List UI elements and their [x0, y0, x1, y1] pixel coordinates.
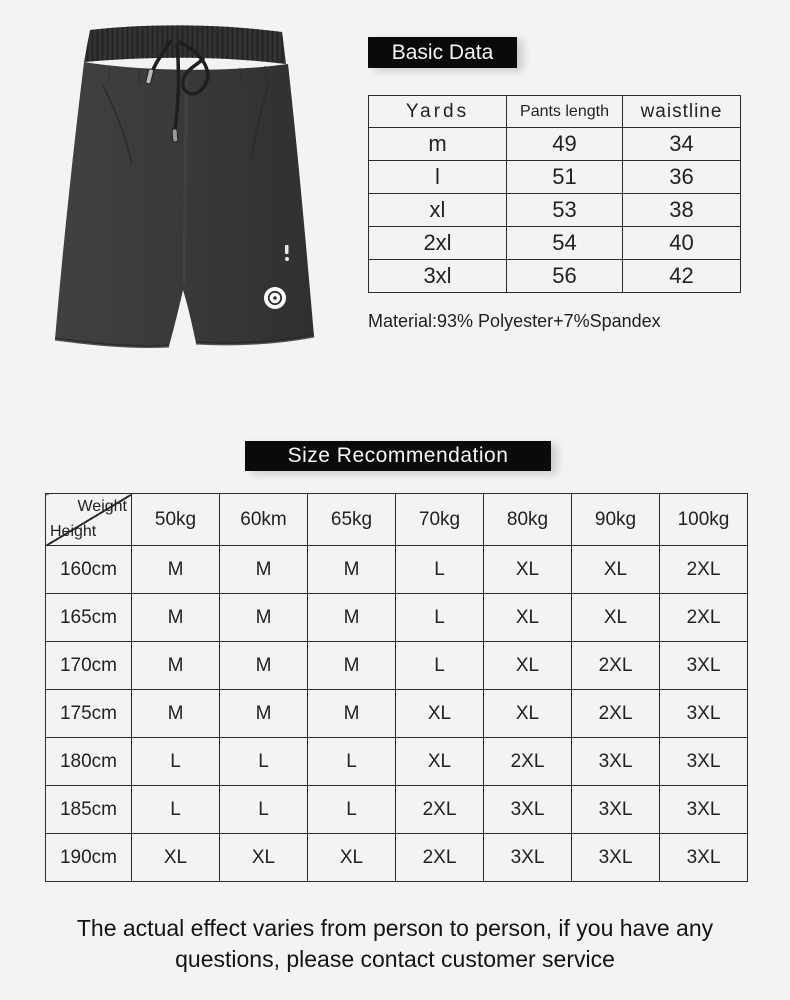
size-cell: M: [132, 594, 220, 642]
height-cell: 165cm: [46, 594, 132, 642]
size-recommendation-row: [46, 594, 748, 642]
size-cell: XL: [572, 546, 660, 594]
size-cell: XL: [572, 594, 660, 642]
size-cell: XL: [396, 690, 484, 738]
size-cell: M: [220, 546, 308, 594]
size-recommendation-row: [46, 834, 748, 882]
size-cell: L: [308, 738, 396, 786]
weight-header-cell: 90kg: [572, 494, 660, 546]
size-cell: 3XL: [484, 786, 572, 834]
size-recommendation-row: [46, 642, 748, 690]
basic-data-column-header: Yards: [369, 96, 507, 128]
size-cell: XL: [484, 546, 572, 594]
height-cell: 185cm: [46, 786, 132, 834]
size-cell: L: [396, 594, 484, 642]
waistline-cell: 34: [623, 128, 741, 161]
size-cell: M: [220, 690, 308, 738]
size-cell: 3XL: [572, 834, 660, 882]
size-recommendation-body: [46, 546, 748, 882]
size-cell: M: [220, 642, 308, 690]
basic-data-row: [369, 227, 741, 260]
yards-cell: 2xl: [369, 227, 507, 260]
size-cell: M: [308, 642, 396, 690]
size-cell: M: [132, 690, 220, 738]
size-cell: L: [308, 786, 396, 834]
basic-data-row: [369, 194, 741, 227]
height-cell: 190cm: [46, 834, 132, 882]
size-cell: 3XL: [660, 834, 748, 882]
size-recommendation-row: [46, 546, 748, 594]
basic-data-row: [369, 128, 741, 161]
basic-data-header-row: [369, 96, 741, 128]
size-cell: L: [132, 786, 220, 834]
basic-data-title: Basic Data: [368, 37, 517, 68]
size-cell: XL: [396, 738, 484, 786]
material-note: Material:93% Polyester+7%Spandex: [368, 311, 661, 331]
size-cell: 2XL: [484, 738, 572, 786]
basic-data-column-header: waistline: [623, 96, 741, 128]
waistline-cell: 38: [623, 194, 741, 227]
side-logo-mark: [285, 245, 289, 261]
brand-logo-icon: [264, 287, 286, 309]
yards-cell: xl: [369, 194, 507, 227]
size-cell: 2XL: [396, 786, 484, 834]
waistline-cell: 36: [623, 161, 741, 194]
basic-data-row: [369, 161, 741, 194]
basic-data-body: [369, 128, 741, 293]
size-cell: M: [132, 546, 220, 594]
size-cell: XL: [484, 690, 572, 738]
size-cell: 3XL: [572, 738, 660, 786]
footer-line-1: The actual effect varies from person to person, if you have any: [76, 915, 714, 941]
size-recommendation-row: [46, 690, 748, 738]
size-cell: M: [308, 690, 396, 738]
size-cell: 2XL: [572, 690, 660, 738]
yards-cell: 3xl: [369, 260, 507, 293]
size-cell: 2XL: [396, 834, 484, 882]
size-cell: M: [220, 594, 308, 642]
waistline-cell: 42: [623, 260, 741, 293]
height-cell: 180cm: [46, 738, 132, 786]
height-cell: 160cm: [46, 546, 132, 594]
size-cell: 3XL: [572, 786, 660, 834]
yards-cell: l: [369, 161, 507, 194]
size-cell: 3XL: [660, 786, 748, 834]
size-cell: 3XL: [660, 642, 748, 690]
corner-height-label: Height: [50, 523, 97, 540]
size-cell: L: [396, 546, 484, 594]
weight-header-cell: 100kg: [660, 494, 748, 546]
size-recommendation-row: [46, 738, 748, 786]
weight-header-cell: 50kg: [132, 494, 220, 546]
basic-data-column-header: Pants length: [507, 96, 623, 128]
size-cell: L: [220, 738, 308, 786]
size-cell: XL: [484, 594, 572, 642]
pants-length-cell: 53: [507, 194, 623, 227]
size-cell: XL: [220, 834, 308, 882]
size-recommendation-title: Size Recommendation: [245, 441, 551, 471]
waistline-cell: 40: [623, 227, 741, 260]
size-cell: 2XL: [660, 594, 748, 642]
product-photo-shorts: [50, 6, 320, 351]
pants-length-cell: 49: [507, 128, 623, 161]
pants-length-cell: 54: [507, 227, 623, 260]
size-header-row: [46, 494, 748, 546]
height-cell: 175cm: [46, 690, 132, 738]
size-cell: XL: [484, 642, 572, 690]
size-cell: 2XL: [660, 546, 748, 594]
footer-line-2: questions, please contact customer service: [175, 946, 615, 972]
size-cell: L: [396, 642, 484, 690]
weight-header-cell: 65kg: [308, 494, 396, 546]
size-cell: M: [132, 642, 220, 690]
size-cell: 3XL: [660, 738, 748, 786]
size-cell: M: [308, 594, 396, 642]
weight-header-cell: 70kg: [396, 494, 484, 546]
size-cell: 3XL: [660, 690, 748, 738]
basic-data-row: [369, 260, 741, 293]
size-recommendation-row: [46, 786, 748, 834]
weight-header-cell: 80kg: [484, 494, 572, 546]
size-cell: 3XL: [484, 834, 572, 882]
weight-header-cell: 60km: [220, 494, 308, 546]
footer-note: [0, 913, 790, 975]
size-cell: L: [132, 738, 220, 786]
pants-length-cell: 51: [507, 161, 623, 194]
size-cell: XL: [132, 834, 220, 882]
size-recommendation-table: [45, 493, 748, 882]
size-cell: XL: [308, 834, 396, 882]
pants-length-cell: 56: [507, 260, 623, 293]
size-cell: M: [308, 546, 396, 594]
height-cell: 170cm: [46, 642, 132, 690]
yards-cell: m: [369, 128, 507, 161]
weight-height-corner-cell: [46, 494, 132, 546]
size-cell: 2XL: [572, 642, 660, 690]
basic-data-table: [368, 95, 741, 293]
size-cell: L: [220, 786, 308, 834]
corner-weight-label: Weight: [77, 498, 127, 515]
